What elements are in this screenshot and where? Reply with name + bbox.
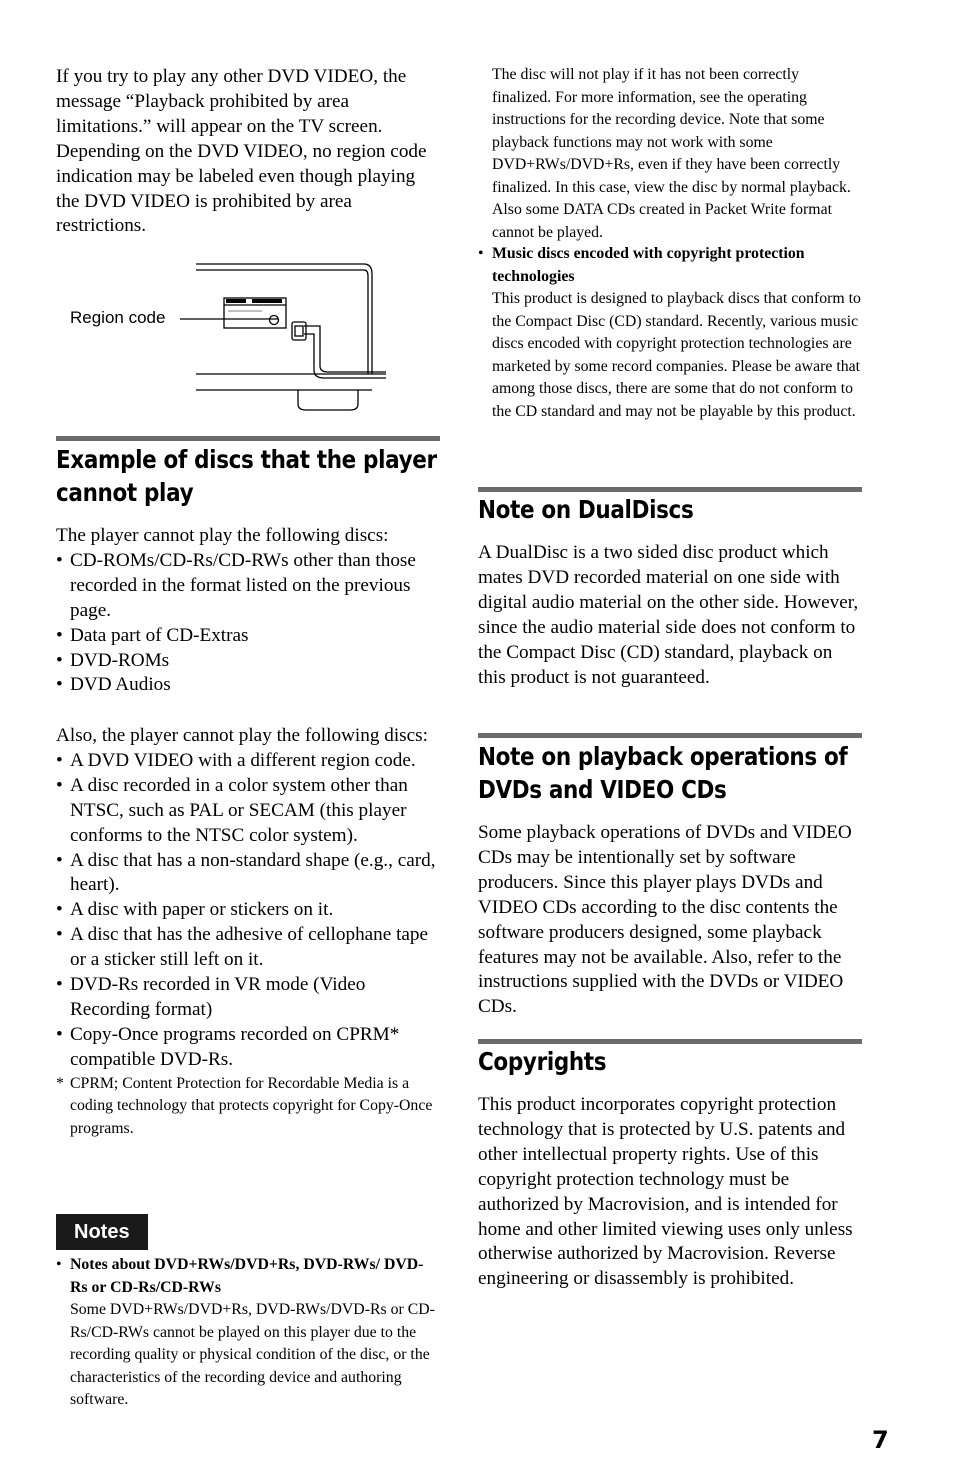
discs-list-block bbox=[56, 524, 440, 698]
discs-list-2 bbox=[56, 749, 440, 1073]
list-item: • DVD-ROMs bbox=[56, 649, 440, 674]
list-item: • A disc recorded in a color system other than NTSC, such as PAL or SECAM (this player conforms to the NTSC color system). bbox=[56, 774, 440, 849]
list-item: • A disc that has the adhesive of cellophane tape or a sticker still left on it. bbox=[56, 923, 440, 973]
player-rear-panel-illustration bbox=[56, 258, 440, 418]
footnote-mark: * bbox=[56, 1074, 64, 1092]
section-rule bbox=[56, 436, 440, 441]
note-item bbox=[478, 243, 876, 423]
section-title-playback bbox=[478, 740, 918, 806]
region-code-figure bbox=[56, 258, 440, 418]
title-line: cannot play bbox=[56, 478, 194, 507]
title-line: DVDs and VIDEO CDs bbox=[478, 775, 727, 804]
notes-badge-wrap bbox=[56, 1214, 148, 1250]
dualdiscs-paragraph: A DualDisc is a two sided disc product which mates DVD recorded material on one side with digital audio material on the other side. However, since the audio material side does not conform to the Compact Disc (CD) standard, playback on this product is not guaranteed. bbox=[478, 542, 859, 688]
list-item: • A disc that has a non-standard shape (e.g., card, heart). bbox=[56, 849, 440, 899]
discs-lead-2: Also, the player cannot play the following discs: bbox=[56, 725, 428, 746]
region-code-label: Region code bbox=[70, 308, 166, 327]
playback-paragraph: Some playback operations of DVDs and VIDEO CDs may be intentionally set by software producers. Since this player plays DVDs and VIDEO CDs according to the disc contents the software producers designed, some playback features may not be available. Also, refer to the instructions supplied with the DVDs or VIDEO CDs. bbox=[478, 822, 852, 1018]
list-item: • Copy-Once programs recorded on CPRM* compatible DVD-Rs. bbox=[56, 1023, 440, 1073]
section-rule bbox=[478, 487, 862, 492]
section-title-discs bbox=[56, 443, 496, 509]
list-item: • CD-ROMs/CD-Rs/CD-RWs other than those recorded in the format listed on the previous page. bbox=[56, 549, 440, 624]
footnote-text: CPRM; Content Protection for Recordable Media is a coding technology that protects copyright for Copy-Once programs. bbox=[70, 1074, 433, 1137]
list-item: • DVD Audios bbox=[56, 673, 440, 698]
note-item bbox=[56, 1254, 440, 1412]
title-line: Example of discs that the player bbox=[56, 445, 437, 474]
note-continued: The disc will not play if it has not been correctly finalized. For more information, see the operating instructions for the recording device. Note that some playback functions may not work with some DVD+RWs/DVD+Rs, even if they have been correctly finalized. In this case, view the disc by normal playback. Also some DATA CDs created in Packet Write format cannot be played. bbox=[492, 66, 851, 241]
section-rule bbox=[478, 1039, 862, 1044]
list-item: • DVD-Rs recorded in VR mode (Video Recording format) bbox=[56, 973, 440, 1023]
title-line: Note on playback operations of bbox=[478, 742, 848, 771]
discs-list-block-2 bbox=[56, 724, 440, 1140]
page-number: 7 bbox=[872, 1426, 889, 1454]
note-body: This product is designed to playback discs that conform to the Compact Disc (CD) standard. Recently, various music discs encoded with copyright protection technologies are marketed by some record companies. Please be aware that among those discs, there are some that do not conform to the CD standard and may not be playable by this product. bbox=[492, 290, 861, 420]
discs-lead: The player cannot play the following discs: bbox=[56, 525, 389, 546]
section-title-dualdiscs: Note on DualDiscs bbox=[478, 495, 694, 524]
section-rule bbox=[478, 733, 862, 738]
note-body: Some DVD+RWs/DVD+Rs, DVD-RWs/DVD-Rs or CD-Rs/CD-RWs cannot be played on this player due to the recording quality or physical condition of the disc, or the characteristics of the recording device and authoring software. bbox=[70, 1301, 435, 1408]
notes-badge: Notes bbox=[56, 1214, 148, 1250]
list-item: • A DVD VIDEO with a different region code. bbox=[56, 749, 440, 774]
intro-paragraph: If you try to play any other DVD VIDEO, the message “Playback prohibited by area limitations.” will appear on the TV screen. Depending on the DVD VIDEO, no region code indication may be labeled even though playing the DVD VIDEO is prohibited by area restrictions. bbox=[56, 66, 427, 237]
note-heading: • Notes about DVD+RWs/DVD+Rs, DVD-RWs/ DVD-Rs or CD-Rs/CD-RWs bbox=[70, 1256, 424, 1296]
note-heading: • Music discs encoded with copyright protection technologies bbox=[492, 245, 805, 285]
list-item: • A disc with paper or stickers on it. bbox=[56, 898, 440, 923]
footnote bbox=[56, 1073, 440, 1141]
section-title-copyrights: Copyrights bbox=[478, 1047, 607, 1076]
copyrights-paragraph: This product incorporates copyright protection technology that is protected by U.S. patents and other intellectual property rights. Use of this copyright protection technology must be authorized by Macrovision, and is intended for home and other limited viewing uses only unless otherwise authorized by Macrovision. Reverse engineering or disassembly is prohibited. bbox=[478, 1094, 853, 1290]
discs-list bbox=[56, 549, 440, 698]
list-item: • Data part of CD-Extras bbox=[56, 624, 440, 649]
